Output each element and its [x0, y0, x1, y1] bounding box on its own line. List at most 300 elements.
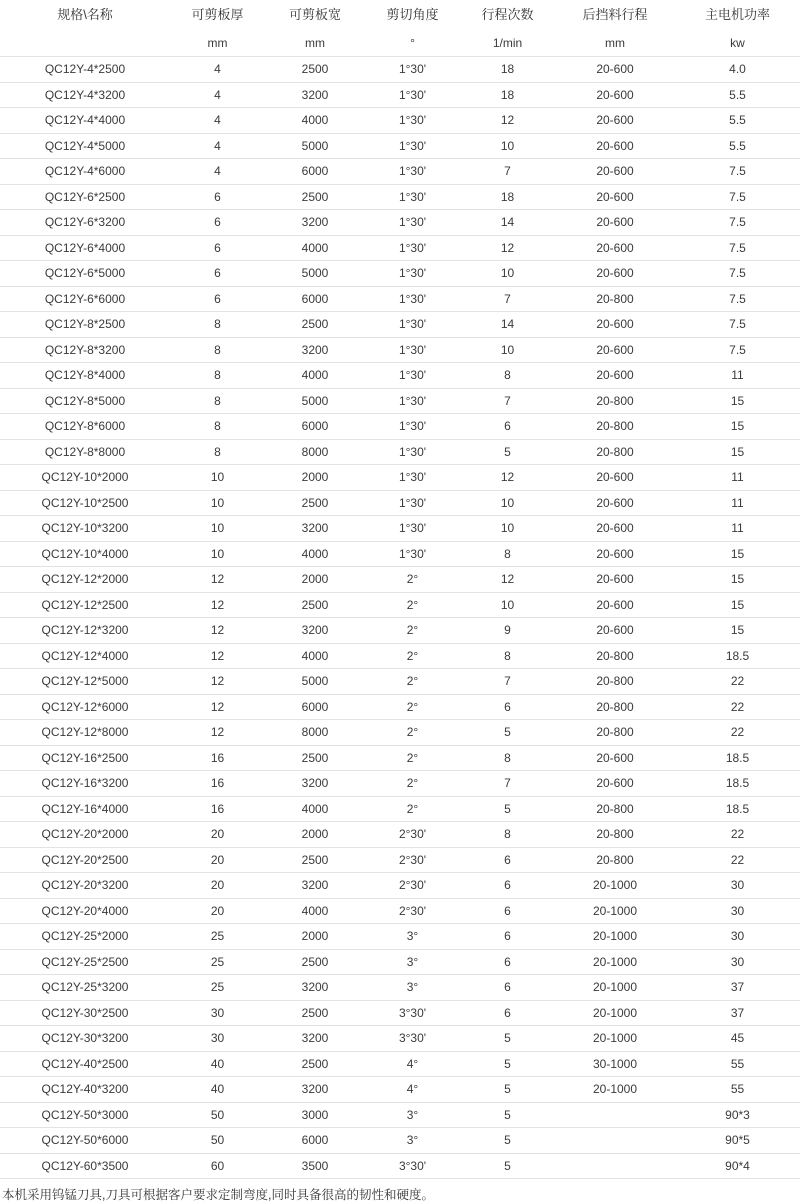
cell-model: QC12Y-16*4000 [0, 796, 170, 822]
cell-model: QC12Y-6*6000 [0, 286, 170, 312]
table-cell: 1°30' [365, 465, 460, 491]
table-row [0, 618, 800, 644]
table-cell: 20-1000 [555, 949, 675, 975]
table-cell: 10 [460, 261, 555, 287]
cell-model: QC12Y-20*2500 [0, 847, 170, 873]
table-cell: 20-1000 [555, 1000, 675, 1026]
table-cell: 10 [460, 490, 555, 516]
table-cell: 15 [675, 414, 800, 440]
table-cell: 6 [460, 873, 555, 899]
table-cell: 6000 [265, 1128, 365, 1154]
table-row [0, 235, 800, 261]
table-cell: 20-600 [555, 133, 675, 159]
table-cell: 1°30' [365, 388, 460, 414]
cell-model: QC12Y-12*5000 [0, 669, 170, 695]
table-cell: 6 [170, 210, 265, 236]
table-cell: 7 [460, 771, 555, 797]
cell-model: QC12Y-6*3200 [0, 210, 170, 236]
table-cell: 20-600 [555, 745, 675, 771]
table-row [0, 822, 800, 848]
table-cell: 3200 [265, 975, 365, 1001]
table-cell: 3° [365, 949, 460, 975]
table-row [0, 745, 800, 771]
table-cell: 4000 [265, 363, 365, 389]
table-cell: 2000 [265, 465, 365, 491]
table-cell: 3°30' [365, 1153, 460, 1179]
table-cell: 6000 [265, 159, 365, 185]
table-cell: 7 [460, 388, 555, 414]
table-cell: 1°30' [365, 235, 460, 261]
table-cell: 5 [460, 720, 555, 746]
table-cell: 3200 [265, 873, 365, 899]
cell-model: QC12Y-4*4000 [0, 108, 170, 134]
table-cell: 2500 [265, 592, 365, 618]
table-row [0, 796, 800, 822]
table-cell: 6 [460, 694, 555, 720]
table-cell: 5 [460, 1102, 555, 1128]
table-row [0, 592, 800, 618]
table-cell: 20-600 [555, 235, 675, 261]
cell-model: QC12Y-16*2500 [0, 745, 170, 771]
table-cell: 18.5 [675, 771, 800, 797]
table-cell: 2500 [265, 490, 365, 516]
table-cell: 2° [365, 745, 460, 771]
table-cell: 2°30' [365, 847, 460, 873]
table-cell: 20-600 [555, 261, 675, 287]
table-cell: 2500 [265, 1051, 365, 1077]
cell-model: QC12Y-8*5000 [0, 388, 170, 414]
table-cell: 4000 [265, 235, 365, 261]
table-cell: 37 [675, 1000, 800, 1026]
table-cell [555, 1128, 675, 1154]
table-cell: 60 [170, 1153, 265, 1179]
column-header-backgauge: 后挡料行程 [582, 7, 648, 22]
table-cell: 20-800 [555, 439, 675, 465]
cell-model: QC12Y-4*3200 [0, 82, 170, 108]
table-row [0, 924, 800, 950]
table-cell: 20 [170, 873, 265, 899]
table-cell: 8000 [265, 720, 365, 746]
table-cell: 2000 [265, 924, 365, 950]
table-cell: 8 [460, 363, 555, 389]
table-cell: 14 [460, 210, 555, 236]
column-header-motor-power: 主电机功率 [704, 7, 770, 22]
table-cell: 6000 [265, 414, 365, 440]
table-cell: 20-800 [555, 847, 675, 873]
column-unit-model [0, 30, 170, 57]
column-header-strokes: 行程次数 [481, 7, 534, 22]
table-cell: 2000 [265, 822, 365, 848]
table-row [0, 1051, 800, 1077]
table-row [0, 949, 800, 975]
table-cell: 3200 [265, 771, 365, 797]
table-cell: 20-800 [555, 796, 675, 822]
table-cell: 8 [170, 312, 265, 338]
table-cell: 90*4 [675, 1153, 800, 1179]
table-cell: 7.5 [675, 235, 800, 261]
table-cell: 3500 [265, 1153, 365, 1179]
table-row [0, 184, 800, 210]
table-cell: 55 [675, 1051, 800, 1077]
table-row [0, 108, 800, 134]
table-cell: 18.5 [675, 745, 800, 771]
table-cell: 22 [675, 694, 800, 720]
table-header [0, 0, 800, 57]
table-cell: 20-800 [555, 388, 675, 414]
table-cell: 20-600 [555, 618, 675, 644]
table-cell: 20-1000 [555, 873, 675, 899]
table-cell: 12 [170, 592, 265, 618]
table-cell: 5000 [265, 261, 365, 287]
table-cell: 25 [170, 924, 265, 950]
table-cell: 11 [675, 363, 800, 389]
table-cell: 20-600 [555, 592, 675, 618]
table-row [0, 133, 800, 159]
table-cell: 6 [460, 847, 555, 873]
table-cell: 4000 [265, 541, 365, 567]
table-cell: 4° [365, 1051, 460, 1077]
cell-model: QC12Y-8*6000 [0, 414, 170, 440]
cell-model: QC12Y-6*5000 [0, 261, 170, 287]
table-cell: 3200 [265, 210, 365, 236]
table-cell: 2°30' [365, 873, 460, 899]
table-cell: 20-600 [555, 490, 675, 516]
cell-model: QC12Y-25*3200 [0, 975, 170, 1001]
table-cell: 22 [675, 720, 800, 746]
table-cell: 9 [460, 618, 555, 644]
table-cell: 2500 [265, 184, 365, 210]
table-cell: 1°30' [365, 82, 460, 108]
table-cell: 2° [365, 694, 460, 720]
table-row [0, 1000, 800, 1026]
table-cell: 8 [460, 745, 555, 771]
table-row [0, 1102, 800, 1128]
table-cell: 6 [460, 1000, 555, 1026]
table-cell: 10 [170, 465, 265, 491]
table-cell: 2° [365, 567, 460, 593]
table-cell: 7.5 [675, 286, 800, 312]
table-cell: 37 [675, 975, 800, 1001]
table-cell: 10 [460, 516, 555, 542]
table-cell: 1°30' [365, 363, 460, 389]
table-cell: 12 [170, 669, 265, 695]
column-unit-width: mm [265, 30, 365, 57]
cell-model: QC12Y-10*2500 [0, 490, 170, 516]
table-header-titles-row [0, 0, 800, 30]
table-cell: 2° [365, 618, 460, 644]
table-row [0, 312, 800, 338]
table-cell: 4000 [265, 898, 365, 924]
cell-model: QC12Y-12*8000 [0, 720, 170, 746]
table-cell: 3200 [265, 337, 365, 363]
table-cell: 1°30' [365, 159, 460, 185]
cell-model: QC12Y-50*6000 [0, 1128, 170, 1154]
table-cell: 16 [170, 745, 265, 771]
table-cell: 12 [460, 108, 555, 134]
table-cell: 30 [170, 1000, 265, 1026]
table-cell: 7.5 [675, 261, 800, 287]
table-cell: 4000 [265, 643, 365, 669]
table-cell: 20-600 [555, 82, 675, 108]
table-row [0, 643, 800, 669]
table-cell: 2°30' [365, 898, 460, 924]
table-cell: 3° [365, 1102, 460, 1128]
table-cell: 20-600 [555, 337, 675, 363]
cell-model: QC12Y-10*4000 [0, 541, 170, 567]
table-cell: 5000 [265, 669, 365, 695]
table-cell: 6 [460, 898, 555, 924]
column-unit-backgauge: mm [555, 30, 675, 57]
table-cell: 16 [170, 796, 265, 822]
table-cell: 2000 [265, 567, 365, 593]
table-cell: 8000 [265, 439, 365, 465]
table-cell: 18.5 [675, 643, 800, 669]
table-cell: 18 [460, 57, 555, 83]
column-header-angle: 剪切角度 [386, 7, 439, 22]
table-cell: 1°30' [365, 286, 460, 312]
cell-model: QC12Y-16*3200 [0, 771, 170, 797]
cell-model: QC12Y-8*2500 [0, 312, 170, 338]
table-cell: 15 [675, 567, 800, 593]
table-row [0, 490, 800, 516]
column-unit-motor-power: kw [675, 30, 800, 57]
table-cell: 30 [675, 898, 800, 924]
cell-model: QC12Y-20*2000 [0, 822, 170, 848]
table-cell: 30 [675, 924, 800, 950]
table-cell: 7.5 [675, 337, 800, 363]
table-cell: 4000 [265, 796, 365, 822]
table-cell: 6 [460, 949, 555, 975]
table-row [0, 159, 800, 185]
table-cell: 1°30' [365, 541, 460, 567]
table-cell: 3200 [265, 1077, 365, 1103]
table-cell: 2° [365, 669, 460, 695]
table-cell: 4 [170, 57, 265, 83]
table-cell: 10 [460, 337, 555, 363]
table-cell: 45 [675, 1026, 800, 1052]
table-cell: 50 [170, 1128, 265, 1154]
table-row [0, 363, 800, 389]
table-row [0, 261, 800, 287]
table-cell: 3200 [265, 82, 365, 108]
table-cell: 1°30' [365, 261, 460, 287]
cell-model: QC12Y-40*2500 [0, 1051, 170, 1077]
table-cell: 5000 [265, 133, 365, 159]
table-cell: 6 [460, 414, 555, 440]
table-row [0, 1128, 800, 1154]
table-cell: 20 [170, 822, 265, 848]
table-cell: 3°30' [365, 1000, 460, 1026]
table-cell: 2500 [265, 57, 365, 83]
column-unit-angle: ° [365, 30, 460, 57]
table-cell: 5.5 [675, 108, 800, 134]
table-cell: 20-800 [555, 822, 675, 848]
table-row [0, 1077, 800, 1103]
table-row [0, 720, 800, 746]
table-cell [555, 1102, 675, 1128]
table-cell: 15 [675, 618, 800, 644]
table-cell: 20-800 [555, 643, 675, 669]
table-cell: 7 [460, 159, 555, 185]
table-cell: 4 [170, 108, 265, 134]
table-cell: 5 [460, 1153, 555, 1179]
table-cell: 2500 [265, 949, 365, 975]
table-cell: 11 [675, 490, 800, 516]
table-cell: 6 [460, 924, 555, 950]
table-cell: 11 [675, 516, 800, 542]
table-cell: 3200 [265, 1026, 365, 1052]
table-cell: 5 [460, 1128, 555, 1154]
table-cell: 3° [365, 975, 460, 1001]
cell-model: QC12Y-30*2500 [0, 1000, 170, 1026]
table-cell: 10 [460, 133, 555, 159]
table-cell: 15 [675, 439, 800, 465]
cell-model: QC12Y-4*5000 [0, 133, 170, 159]
table-row [0, 541, 800, 567]
table-cell: 40 [170, 1051, 265, 1077]
table-cell: 5000 [265, 388, 365, 414]
column-header-thickness: 可剪板厚 [191, 7, 244, 22]
table-cell: 6000 [265, 694, 365, 720]
table-cell: 30 [675, 949, 800, 975]
table-cell: 20-600 [555, 108, 675, 134]
table-cell: 10 [170, 516, 265, 542]
table-cell: 20-800 [555, 414, 675, 440]
table-cell: 4000 [265, 108, 365, 134]
table-cell: 8 [170, 363, 265, 389]
table-cell: 5 [460, 1026, 555, 1052]
cell-model: QC12Y-12*3200 [0, 618, 170, 644]
table-cell: 20-600 [555, 516, 675, 542]
cell-model: QC12Y-60*3500 [0, 1153, 170, 1179]
cell-model: QC12Y-6*4000 [0, 235, 170, 261]
table-cell: 7.5 [675, 159, 800, 185]
table-cell: 5 [460, 1051, 555, 1077]
table-cell: 7 [460, 669, 555, 695]
table-cell: 2° [365, 592, 460, 618]
table-row [0, 465, 800, 491]
table-row [0, 210, 800, 236]
table-cell: 8 [170, 414, 265, 440]
table-row [0, 694, 800, 720]
cell-model: QC12Y-4*2500 [0, 57, 170, 83]
table-row [0, 286, 800, 312]
table-cell: 5 [460, 1077, 555, 1103]
table-row [0, 337, 800, 363]
table-cell: 6 [170, 235, 265, 261]
table-cell: 20-600 [555, 159, 675, 185]
column-unit-strokes: 1/min [460, 30, 555, 57]
table-cell: 3200 [265, 516, 365, 542]
table-row [0, 414, 800, 440]
table-cell: 20-600 [555, 363, 675, 389]
table-row [0, 567, 800, 593]
table-cell: 8 [170, 439, 265, 465]
cell-model: QC12Y-10*3200 [0, 516, 170, 542]
table-cell: 2500 [265, 847, 365, 873]
table-cell: 22 [675, 847, 800, 873]
table-cell: 16 [170, 771, 265, 797]
table-cell: 1°30' [365, 133, 460, 159]
table-cell: 40 [170, 1077, 265, 1103]
table-row [0, 975, 800, 1001]
cell-model: QC12Y-8*8000 [0, 439, 170, 465]
table-cell: 5.5 [675, 82, 800, 108]
cell-model: QC12Y-20*4000 [0, 898, 170, 924]
table-row [0, 898, 800, 924]
table-cell: 1°30' [365, 439, 460, 465]
cell-model: QC12Y-25*2000 [0, 924, 170, 950]
column-header-model: 规格\名称 [57, 7, 113, 22]
cell-model: QC12Y-25*2500 [0, 949, 170, 975]
table-cell: 20 [170, 847, 265, 873]
column-header-width: 可剪板宽 [288, 7, 341, 22]
table-cell: 4.0 [675, 57, 800, 83]
table-row [0, 1026, 800, 1052]
table-cell: 12 [170, 643, 265, 669]
table-cell: 2°30' [365, 822, 460, 848]
column-unit-thickness: mm [170, 30, 265, 57]
table-cell: 6 [460, 975, 555, 1001]
table-cell: 1°30' [365, 414, 460, 440]
table-cell: 20-1000 [555, 924, 675, 950]
cell-model: QC12Y-8*4000 [0, 363, 170, 389]
table-cell: 8 [460, 541, 555, 567]
table-cell: 12 [460, 465, 555, 491]
table-cell: 2500 [265, 745, 365, 771]
cell-model: QC12Y-12*2000 [0, 567, 170, 593]
table-cell: 1°30' [365, 108, 460, 134]
table-cell: 4 [170, 133, 265, 159]
cell-model: QC12Y-4*6000 [0, 159, 170, 185]
table-cell: 90*3 [675, 1102, 800, 1128]
table-cell: 15 [675, 592, 800, 618]
table-cell [555, 1153, 675, 1179]
table-cell: 1°30' [365, 516, 460, 542]
table-cell: 4° [365, 1077, 460, 1103]
table-cell: 1°30' [365, 312, 460, 338]
table-cell: 3° [365, 924, 460, 950]
table-cell: 12 [460, 567, 555, 593]
table-cell: 18.5 [675, 796, 800, 822]
table-row [0, 57, 800, 83]
table-cell: 20-600 [555, 312, 675, 338]
table-cell: 7 [460, 286, 555, 312]
table-cell: 30 [675, 873, 800, 899]
table-cell: 1°30' [365, 337, 460, 363]
table-cell: 12 [170, 567, 265, 593]
cell-model: QC12Y-50*3000 [0, 1102, 170, 1128]
table-cell: 55 [675, 1077, 800, 1103]
table-cell: 20-600 [555, 57, 675, 83]
table-cell: 22 [675, 822, 800, 848]
table-cell: 20-800 [555, 669, 675, 695]
table-row [0, 1153, 800, 1179]
table-cell: 7.5 [675, 312, 800, 338]
table-cell: 25 [170, 975, 265, 1001]
table-cell: 20-600 [555, 541, 675, 567]
table-row [0, 439, 800, 465]
table-cell: 90*5 [675, 1128, 800, 1154]
table-cell: 3200 [265, 618, 365, 644]
table-header-units-row [0, 30, 800, 57]
table-cell: 30-1000 [555, 1051, 675, 1077]
table-cell: 20-600 [555, 465, 675, 491]
table-row [0, 388, 800, 414]
table-cell: 20-1000 [555, 1026, 675, 1052]
table-row [0, 82, 800, 108]
table-cell: 20-800 [555, 694, 675, 720]
